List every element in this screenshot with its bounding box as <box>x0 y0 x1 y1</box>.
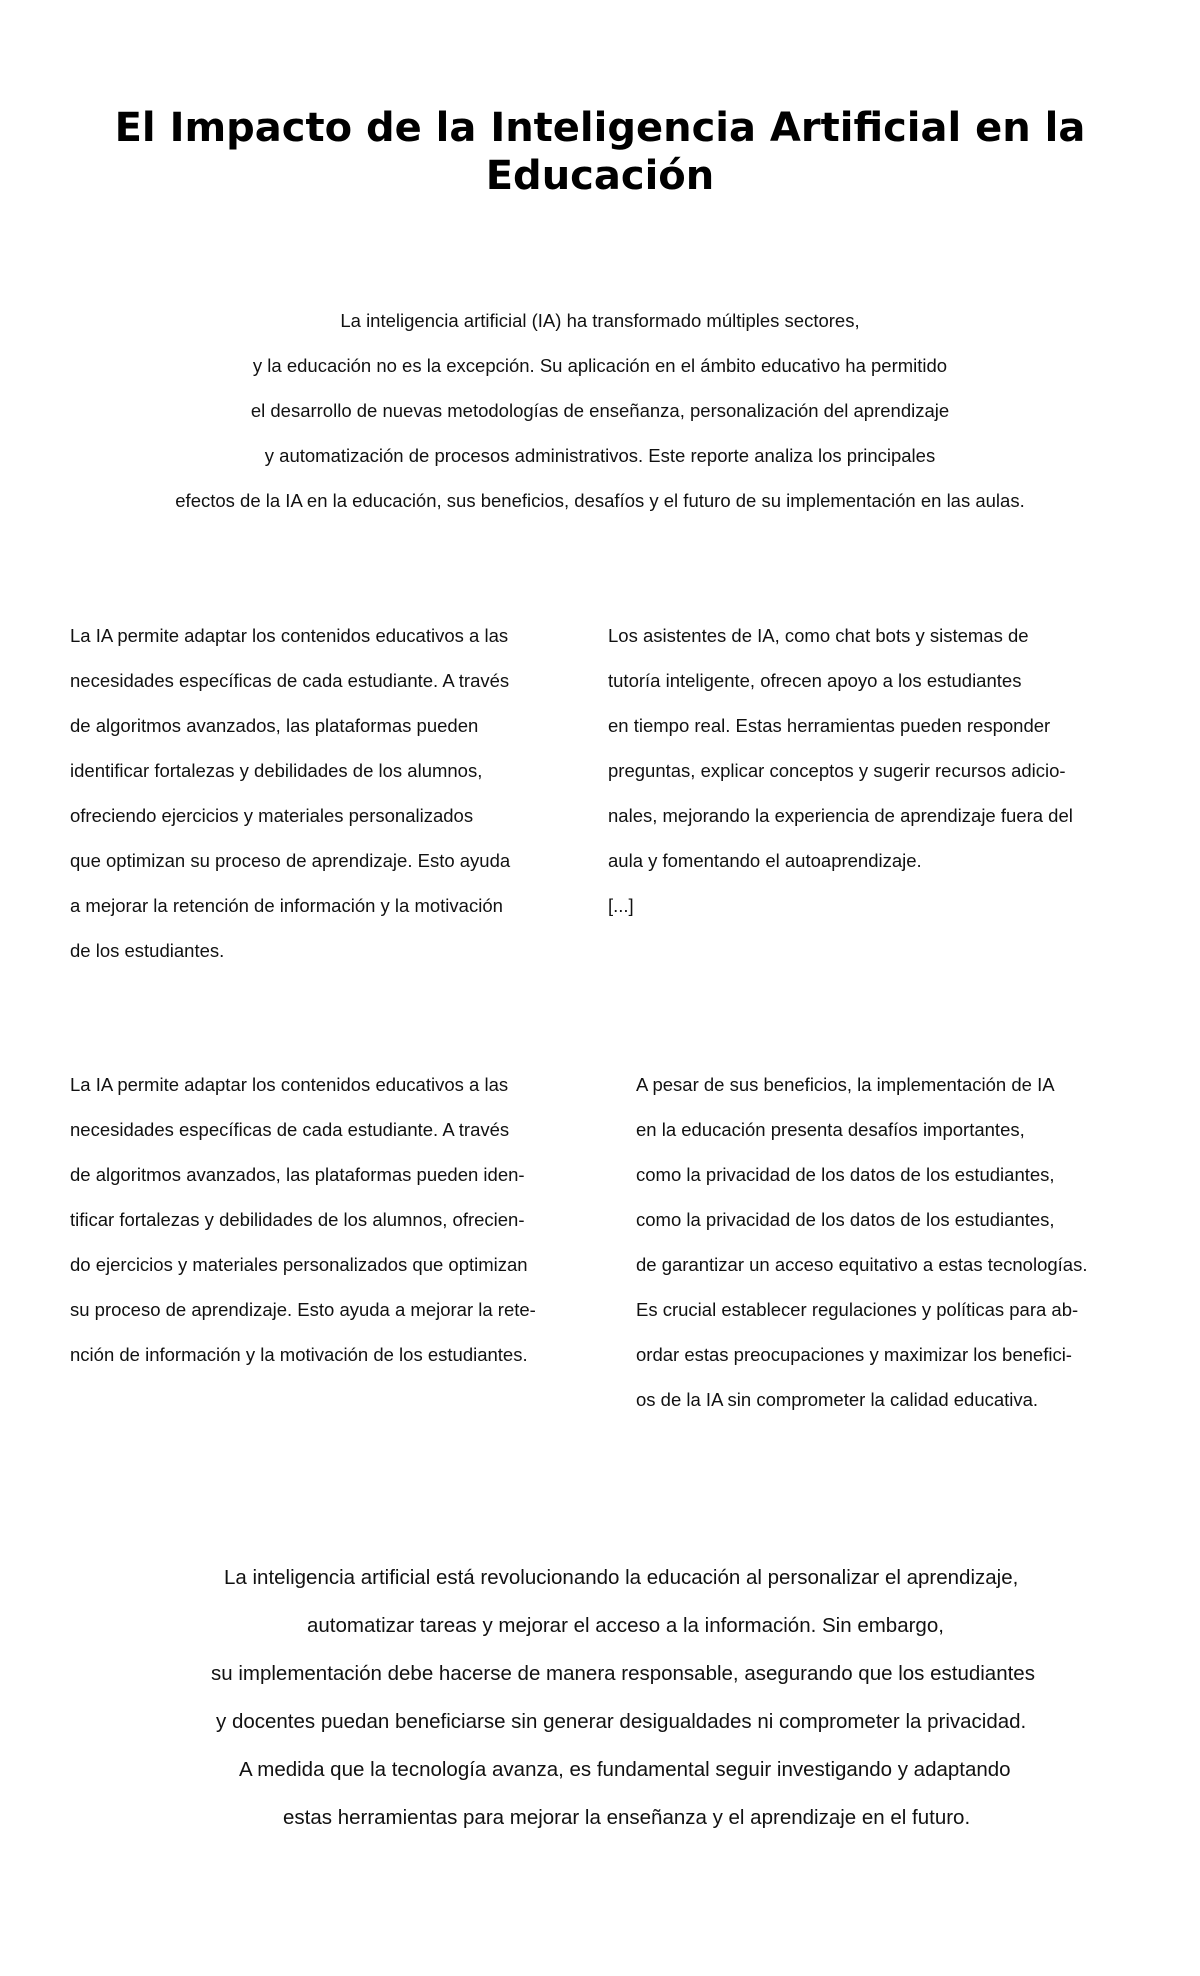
section1-left-column <box>70 613 590 973</box>
text-line: como la privacidad de los datos de los estudiantes, <box>636 1209 1055 1230</box>
intro-line: La inteligencia artificial (IA) ha transformado múltiples sectores, <box>340 310 860 331</box>
text-line: ordar estas preocupaciones y maximizar los benefici- <box>636 1344 1072 1365</box>
text-line: necesidades específicas de cada estudiante. A través <box>70 670 510 691</box>
title-line: El Impacto de la Inteligencia Artificial en la <box>114 105 1086 151</box>
conclusion-line: automatizar tareas y mejorar el acceso a la información. Sin embargo, <box>307 1614 944 1637</box>
intro-line: el desarrollo de nuevas metodologías de enseñanza, personalización del aprendizaje <box>250 400 950 421</box>
intro-line: y automatización de procesos administrativos. Este reporte analiza los principales <box>264 445 936 466</box>
text-line: tificar fortalezas y debilidades de los alumnos, ofrecien- <box>70 1209 525 1230</box>
text-line: de garantizar un acceso equitativo a estas tecnologías. <box>636 1254 1088 1275</box>
text-line: [...] <box>608 895 634 916</box>
text-line: A pesar de sus beneficios, la implementación de IA <box>636 1074 1055 1095</box>
text-line: preguntas, explicar conceptos y sugerir recursos adicio- <box>608 760 1066 781</box>
intro-line: efectos de la IA en la educación, sus beneficios, desafíos y el futuro de su implementación en las aulas. <box>175 490 1025 511</box>
title-line: Educación <box>485 153 715 199</box>
conclusion-line: y docentes puedan beneficiarse sin generar desigualdades ni comprometer la privacidad. <box>216 1710 1027 1733</box>
text-line: La IA permite adaptar los contenidos educativos a las <box>70 625 509 646</box>
text-line: do ejercicios y materiales personalizados que optimizan <box>70 1254 528 1275</box>
section2-right-column <box>636 1062 1176 1422</box>
section1-right-column <box>608 613 1168 928</box>
text-line: nción de información y la motivación de los estudiantes. <box>70 1344 528 1365</box>
text-line: en tiempo real. Estas herramientas pueden responder <box>608 715 1051 736</box>
text-line: Es crucial establecer regulaciones y políticas para ab- <box>636 1299 1079 1320</box>
text-line: La IA permite adaptar los contenidos educativos a las <box>70 1074 509 1095</box>
text-line: tutoría inteligente, ofrecen apoyo a los estudiantes <box>608 670 1022 691</box>
intro-paragraph <box>100 298 1100 523</box>
conclusion-line: La inteligencia artificial está revolucionando la educación al personalizar el aprendizaje, <box>224 1566 1019 1589</box>
conclusion-line: su implementación debe hacerse de manera responsable, asegurando que los estudiantes <box>211 1662 1035 1685</box>
text-line: de los estudiantes. <box>70 940 225 961</box>
text-line: ofreciendo ejercicios y materiales personalizados <box>70 805 474 826</box>
conclusion-line: estas herramientas para mejorar la enseñanza y el aprendizaje en el futuro. <box>283 1806 971 1829</box>
conclusion-paragraph <box>100 1554 1200 1842</box>
section2-left-column <box>70 1062 610 1377</box>
conclusion-line: A medida que la tecnología avanza, es fundamental seguir investigando y adaptando <box>239 1758 1011 1781</box>
intro-line: y la educación no es la excepción. Su aplicación en el ámbito educativo ha permitido <box>252 355 948 376</box>
text-line: nales, mejorando la experiencia de aprendizaje fuera del <box>608 805 1073 826</box>
text-line: aula y fomentando el autoaprendizaje. <box>608 850 922 871</box>
text-line: identificar fortalezas y debilidades de los alumnos, <box>70 760 483 781</box>
text-line: de algoritmos avanzados, las plataformas pueden iden- <box>70 1164 525 1185</box>
document-title <box>100 104 1100 200</box>
text-line: en la educación presenta desafíos importantes, <box>636 1119 1025 1140</box>
text-line: necesidades específicas de cada estudiante. A través <box>70 1119 510 1140</box>
text-line: a mejorar la retención de información y la motivación <box>70 895 503 916</box>
text-line: de algoritmos avanzados, las plataformas pueden <box>70 715 479 736</box>
text-line: que optimizan su proceso de aprendizaje. Esto ayuda <box>70 850 511 871</box>
text-line: Los asistentes de IA, como chat bots y sistemas de <box>608 625 1029 646</box>
text-line: como la privacidad de los datos de los estudiantes, <box>636 1164 1055 1185</box>
text-line: su proceso de aprendizaje. Esto ayuda a mejorar la rete- <box>70 1299 536 1320</box>
text-line: os de la IA sin comprometer la calidad educativa. <box>636 1389 1039 1410</box>
